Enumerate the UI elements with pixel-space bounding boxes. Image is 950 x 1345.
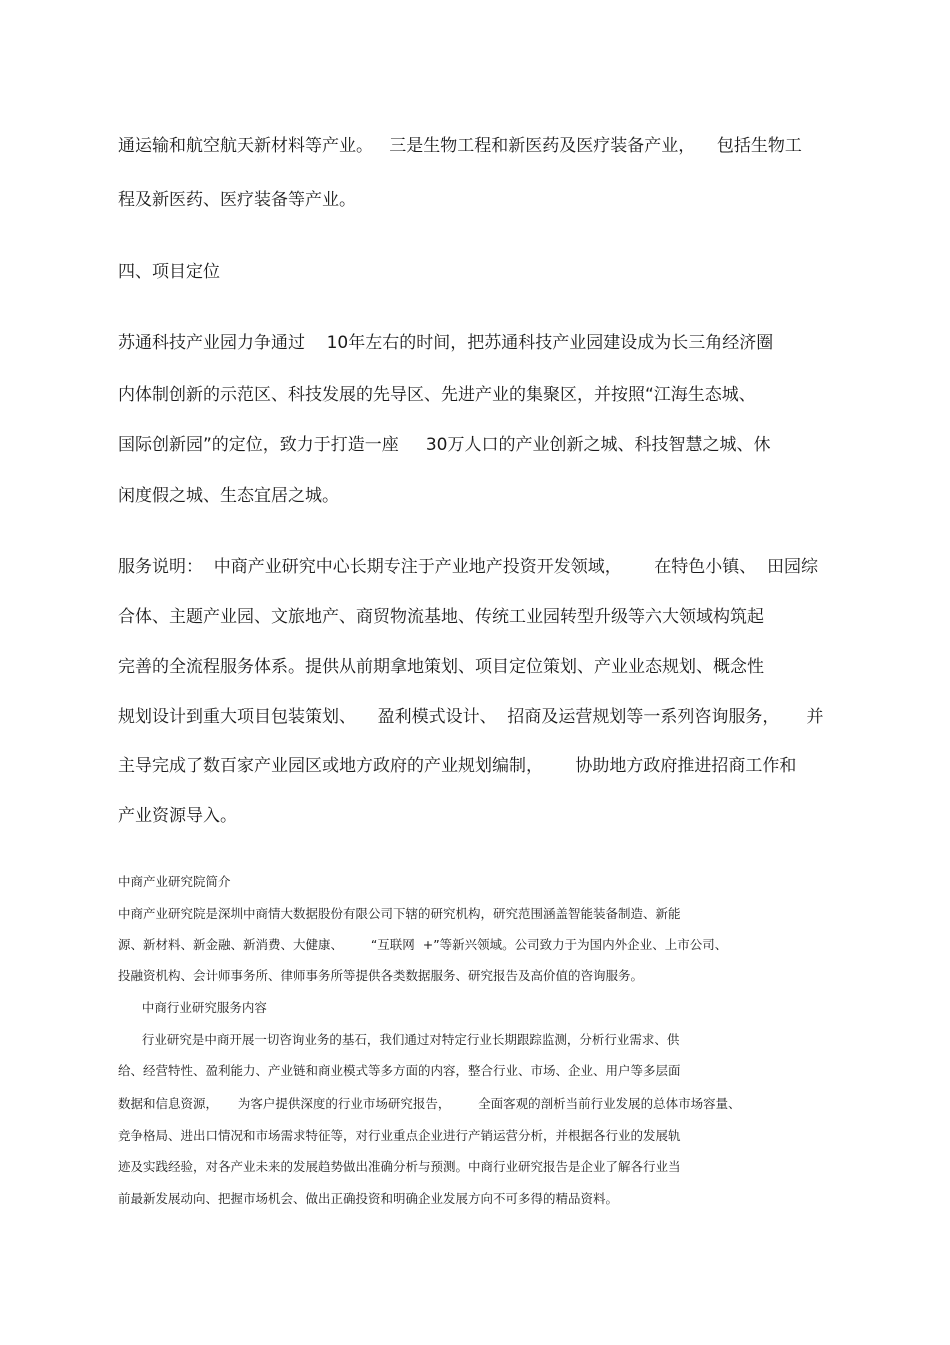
paragraph-line: 投融资机构、会计师事务所、律师事务所等提供各类数据服务、研究报告及高价值的咨询服务。 (118, 968, 644, 983)
section-heading: 中商产业研究院简介 (118, 874, 231, 889)
paragraph-line: 竞争格局、进出口情况和市场需求特征等，对行业重点企业进行产销运营分析，并根据各行业的发展轨 (118, 1128, 681, 1143)
paragraph-line: 苏通科技产业园力争通过 10年左右的时间，把苏通科技产业园建设成为长三角经济圈 (118, 333, 774, 353)
paragraph-line: 产业资源导入。 (118, 806, 237, 826)
paragraph-line: 规划设计到重大项目包装策划、 盈利模式设计、 招商及运营规划等一系列咨询服务， 并 (118, 707, 824, 727)
paragraph-line: 完善的全流程服务体系。提供从前期拿地策划、项目定位策划、产业业态规划、概念性 (118, 657, 764, 677)
paragraph-line: 程及新医药、医疗装备等产业。 (118, 190, 356, 210)
paragraph-line: 闲度假之城、生态宜居之城。 (118, 486, 339, 506)
paragraph-line: 前最新发展动向、把握市场机会、做出正确投资和明确企业发展方向不可多得的精品资料。 (118, 1191, 619, 1206)
paragraph-line: 内体制创新的示范区、科技发展的先导区、先进产业的集聚区，并按照“江海生态城、 (118, 385, 756, 405)
paragraph-line: 源、新材料、新金融、新消费、大健康、 “互联网 +”等新兴领域。公司致力于为国内外企业、上市公司、 (118, 937, 728, 952)
paragraph-line: 数据和信息资源， 为客户提供深度的行业市场研究报告， 全面客观的剖析当前行业发展的总体市场容量、 (118, 1096, 741, 1111)
paragraph-line: 中商产业研究院是深圳中商情大数据股份有限公司下辖的研究机构，研究范围涵盖智能装备制造、新能 (118, 906, 681, 921)
section-heading: 中商行业研究服务内容 (118, 1000, 267, 1015)
paragraph-line: 服务说明： 中商产业研究中心长期专注于产业地产投资开发领域， 在特色小镇、 田园综 (118, 557, 819, 577)
paragraph-line: 主导完成了数百家产业园区或地方政府的产业规划编制， 协助地方政府推进招商工作和 (118, 756, 797, 776)
section-heading: 四、项目定位 (118, 262, 220, 282)
paragraph-line: 给、经营特性、盈利能力、产业链和商业模式等多方面的内容，整合行业、市场、企业、用户等多层面 (118, 1063, 681, 1078)
paragraph-line: 通运输和航空航天新材料等产业。 三是生物工程和新医药及医疗装备产业， 包括生物工 (118, 136, 802, 156)
paragraph-line: 合体、主题产业园、文旅地产、商贸物流基地、传统工业园转型升级等六大领域构筑起 (118, 607, 764, 627)
paragraph-line: 迹及实践经验，对各产业未来的发展趋势做出准确分析与预测。中商行业研究报告是企业了解各行业当 (118, 1159, 681, 1174)
paragraph-line: 国际创新园”的定位，致力于打造一座 30万人口的产业创新之城、科技智慧之城、休 (118, 435, 771, 455)
paragraph-line: 行业研究是中商开展一切咨询业务的基石，我们通过对特定行业长期跟踪监测，分析行业需求、供 (118, 1032, 680, 1047)
